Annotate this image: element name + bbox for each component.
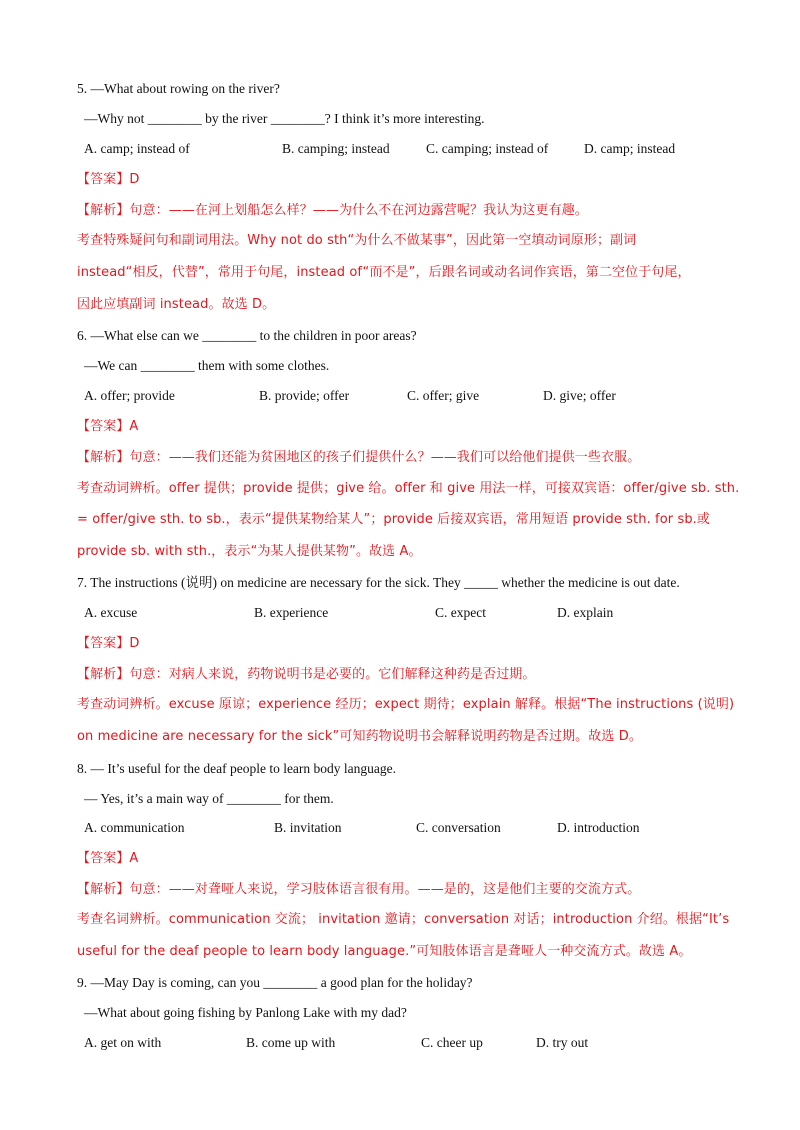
question-5-line2: —Why not ________ by the river ________? I think it’s more interesting. bbox=[84, 111, 485, 126]
question-8-analysis-1: 【解析】句意：——对聋哑人来说，学习肢体语言很有用。——是的，这是他们主要的交流方式。 bbox=[77, 882, 641, 897]
question-5-analysis-4: 因此应填副词 instead。故选 D。 bbox=[77, 297, 276, 312]
question-8-option-a: A. communication bbox=[84, 820, 185, 835]
question-6-line2: —We can ________ them with some clothes. bbox=[84, 358, 330, 373]
question-7-stem: 7. The instructions (说明) on medicine are necessary for the sick. They _____ whether the medicine is out date. bbox=[77, 575, 680, 590]
question-9-option-a: A. get on with bbox=[84, 1035, 162, 1050]
question-7-option-b: B. experience bbox=[254, 605, 329, 620]
question-8-analysis-3: useful for the deaf people to learn body language.”可知肢体语言是聋哑人一种交流方式。故选 A。 bbox=[77, 944, 692, 959]
question-7-analysis-2: 考查动词辨析。excuse 原谅；experience 经历；expect 期待；explain 解释。根据“The instructions (说明) bbox=[77, 697, 735, 712]
question-6-analysis-4: provide sb. with sth.，表示“为某人提供某物”。故选 A。 bbox=[77, 544, 422, 559]
question-8-option-d: D. introduction bbox=[557, 820, 640, 835]
question-6-option-c: C. offer; give bbox=[407, 388, 480, 403]
question-8-analysis-2: 考查名词辨析。communication 交流； invitation 邀请；conversation 对话；introduction 介绍。根据“It’s bbox=[77, 912, 730, 927]
question-5-stem: 5. —What about rowing on the river? bbox=[77, 81, 280, 96]
question-5-answer: 【答案】D bbox=[77, 172, 140, 187]
question-9-stem: 9. —May Day is coming, can you ________ a good plan for the holiday? bbox=[77, 975, 473, 990]
question-7-analysis-1: 【解析】句意：对病人来说，药物说明书是必要的。它们解释这种药是否过期。 bbox=[77, 667, 536, 682]
question-9-option-b: B. come up with bbox=[246, 1035, 336, 1050]
question-7-option-c: C. expect bbox=[435, 605, 486, 620]
question-9-line2: —What about going fishing by Panlong Lake with my dad? bbox=[84, 1005, 407, 1020]
question-6-stem: 6. —What else can we ________ to the children in poor areas? bbox=[77, 328, 417, 343]
question-5-analysis-2: 考查特殊疑问句和副词用法。Why not do sth“为什么不做某事”，因此第一空填动词原形；副词 bbox=[77, 233, 637, 248]
question-6-answer: 【答案】A bbox=[77, 419, 139, 434]
question-8-option-c: C. conversation bbox=[416, 820, 501, 835]
question-5-analysis-3: instead“相反，代替”，常用于句尾，instead of“而不是”，后跟名词或动名词作宾语，第二空位于句尾， bbox=[77, 265, 691, 280]
question-7-answer: 【答案】D bbox=[77, 636, 140, 651]
question-8-stem: 8. — It’s useful for the deaf people to learn body language. bbox=[77, 761, 397, 776]
question-5-analysis-1: 【解析】句意：——在河上划船怎么样？——为什么不在河边露营呢？我认为这更有趣。 bbox=[77, 203, 588, 218]
question-6-analysis-3: = offer/give sth. to sb.，表示“提供某物给某人”；provide 后接双宾语，常用短语 provide sth. for sb.或 bbox=[77, 512, 711, 527]
question-8-line2: — Yes, it’s a main way of ________ for them. bbox=[84, 791, 334, 806]
question-5-option-a: A. camp; instead of bbox=[84, 141, 190, 156]
question-6-option-a: A. offer; provide bbox=[84, 388, 175, 403]
question-9-option-c: C. cheer up bbox=[421, 1035, 483, 1050]
question-5-option-c: C. camping; instead of bbox=[426, 141, 549, 156]
question-6-analysis-1: 【解析】句意：——我们还能为贫困地区的孩子们提供什么？——我们可以给他们提供一些衣服。 bbox=[77, 450, 641, 465]
question-5-option-b: B. camping; instead bbox=[282, 141, 390, 156]
question-6-option-d: D. give; offer bbox=[543, 388, 616, 403]
question-8-option-b: B. invitation bbox=[274, 820, 342, 835]
question-6-analysis-2: 考查动词辨析。offer 提供；provide 提供；give 给。offer 和 give 用法一样，可接双宾语：offer/give sb. sth. bbox=[77, 481, 740, 496]
question-8-answer: 【答案】A bbox=[77, 851, 139, 866]
question-9-option-d: D. try out bbox=[536, 1035, 589, 1050]
question-5-option-d: D. camp; instead bbox=[584, 141, 676, 156]
question-7-option-d: D. explain bbox=[557, 605, 614, 620]
question-6-option-b: B. provide; offer bbox=[259, 388, 350, 403]
question-7-analysis-3: on medicine are necessary for the sick”可知药物说明书会解释说明药物是否过期。故选 D。 bbox=[77, 729, 642, 744]
question-7-option-a: A. excuse bbox=[84, 605, 138, 620]
